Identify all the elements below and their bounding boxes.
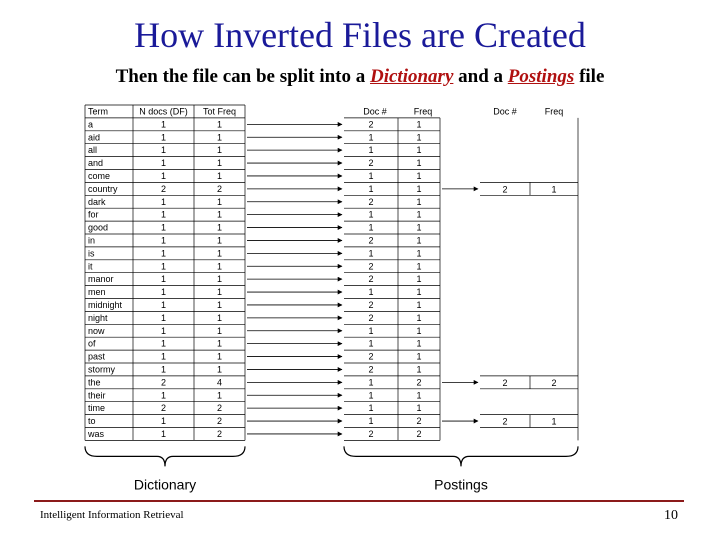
dictionary-df: 1 [160, 209, 167, 220]
dictionary-df: 1 [160, 274, 167, 285]
subtitle-text-1: Then the file can be split into a [115, 66, 370, 87]
dictionary-tot-freq: 1 [216, 274, 223, 285]
dictionary-df: 1 [160, 145, 167, 156]
dictionary-df: 1 [160, 119, 167, 130]
postings-doc-number: 1 [368, 145, 374, 156]
postings-doc-number: 1 [368, 209, 374, 220]
postings-freq: 1 [416, 364, 422, 375]
dictionary-term: of [88, 338, 96, 349]
dictionary-tot-freq: 4 [216, 377, 223, 388]
dictionary-tot-freq: 1 [216, 222, 223, 233]
postings-doc-number: 2 [368, 429, 374, 439]
dictionary-tot-freq: 1 [216, 287, 223, 298]
dictionary-df: 1 [160, 171, 167, 181]
dictionary-df: 1 [160, 390, 167, 401]
postings-doc-number: 1 [368, 325, 374, 336]
extra-postings-header-doc: Doc # [493, 106, 517, 117]
dictionary-term: it [88, 261, 93, 272]
dictionary-df: 2 [160, 377, 167, 388]
postings-freq: 1 [416, 145, 422, 156]
postings-freq: 2 [416, 416, 422, 427]
dictionary-tot-freq: 1 [216, 209, 223, 220]
postings-freq: 1 [416, 158, 422, 169]
dictionary-df: 1 [160, 416, 167, 427]
dictionary-tot-freq: 1 [216, 248, 223, 259]
postings-doc-number: 1 [368, 171, 374, 181]
postings-doc-number: 1 [368, 390, 374, 401]
dictionary-df: 1 [160, 158, 167, 169]
footer-course-name: Intelligent Information Retrieval [40, 509, 184, 521]
dictionary-tot-freq: 1 [216, 390, 223, 401]
extra-postings-freq: 2 [551, 377, 557, 388]
postings-doc-number: 1 [368, 338, 374, 349]
subtitle-text-3: file [574, 66, 605, 87]
dictionary-df: 1 [160, 261, 167, 272]
extra-postings-freq: 1 [551, 416, 557, 427]
dictionary-term: midnight [88, 300, 123, 310]
dictionary-df: 2 [160, 403, 167, 414]
postings-doc-number: 1 [368, 132, 374, 143]
dictionary-term: in [88, 235, 96, 246]
postings-doc-number: 2 [368, 300, 374, 310]
postings-freq: 1 [416, 119, 422, 130]
dictionary-df: 1 [160, 132, 167, 143]
postings-freq: 1 [416, 261, 422, 272]
postings-doc-number: 2 [368, 119, 374, 130]
postings-doc-number: 2 [368, 158, 374, 169]
postings-freq: 1 [416, 274, 422, 285]
postings-freq: 1 [416, 209, 422, 220]
extra-postings-doc-number: 2 [502, 416, 508, 427]
extra-postings-freq: 1 [551, 184, 557, 195]
postings-doc-number: 2 [368, 196, 374, 207]
postings-freq: 1 [416, 248, 422, 259]
postings-doc-number: 2 [368, 351, 374, 362]
postings-freq: 1 [416, 300, 422, 310]
postings-freq: 1 [416, 171, 422, 181]
dictionary-term: country [88, 183, 118, 194]
dictionary-tot-freq: 1 [216, 351, 223, 362]
dictionary-term: a [88, 119, 94, 130]
extra-postings-doc-number: 2 [502, 377, 508, 388]
dictionary-tot-freq: 1 [216, 312, 223, 323]
extra-postings-header-freq: Freq [544, 106, 564, 117]
dictionary-header-term: Term [88, 106, 108, 117]
dictionary-header-freq: Tot Freq [202, 106, 237, 117]
postings-freq: 1 [416, 222, 422, 233]
postings-doc-number: 1 [368, 287, 374, 298]
postings-freq: 1 [416, 390, 422, 401]
dictionary-df: 2 [160, 183, 167, 194]
postings-header-doc: Doc # [363, 106, 387, 117]
dictionary-tot-freq: 1 [216, 171, 223, 181]
postings-label: Postings [434, 476, 488, 493]
dictionary-tot-freq: 1 [216, 119, 223, 130]
dictionary-tot-freq: 1 [216, 325, 223, 336]
postings-brace [344, 446, 578, 466]
dictionary-term: manor [88, 274, 114, 285]
postings-freq: 2 [416, 377, 422, 388]
dictionary-term: the [88, 377, 101, 388]
postings-doc-number: 1 [368, 248, 374, 259]
postings-freq: 1 [416, 325, 422, 336]
dictionary-df: 1 [160, 300, 167, 310]
extra-postings-doc-number: 2 [502, 184, 508, 195]
dictionary-df: 1 [160, 248, 167, 259]
dictionary-df: 1 [160, 325, 167, 336]
dictionary-df: 1 [160, 351, 167, 362]
dictionary-df: 1 [160, 196, 167, 207]
dictionary-tot-freq: 1 [216, 261, 223, 272]
dictionary-tot-freq: 1 [216, 145, 223, 156]
dictionary-tot-freq: 1 [216, 196, 223, 207]
page-number: 10 [664, 508, 678, 523]
dictionary-tot-freq: 1 [216, 158, 223, 169]
dictionary-term: stormy [88, 364, 115, 375]
subtitle-text-2: and a [453, 66, 508, 87]
dictionary-tot-freq: 2 [216, 403, 223, 414]
dictionary-term: for [88, 209, 99, 220]
dictionary-tot-freq: 1 [216, 364, 223, 375]
postings-freq: 1 [416, 132, 422, 143]
dictionary-header-df: N docs (DF) [139, 106, 188, 117]
dictionary-df: 1 [160, 364, 167, 375]
postings-freq: 1 [416, 338, 422, 349]
dictionary-df: 1 [160, 287, 167, 298]
postings-doc-number: 1 [368, 222, 374, 233]
slide-title: How Inverted Files are Created [134, 15, 586, 55]
dictionary-term: now [88, 325, 105, 336]
dictionary-term: aid [88, 132, 101, 143]
postings-doc-number: 1 [368, 377, 374, 388]
dictionary-term: night [88, 312, 108, 323]
dictionary-tot-freq: 2 [216, 429, 223, 439]
dictionary-term: their [88, 390, 106, 401]
postings-doc-number: 1 [368, 403, 374, 414]
postings-freq: 1 [416, 287, 422, 298]
postings-freq: 1 [416, 403, 422, 414]
dictionary-tot-freq: 1 [216, 235, 223, 246]
postings-header-freq: Freq [413, 106, 433, 117]
subtitle-dictionary-term: Dictionary [370, 66, 454, 87]
dictionary-term: come [88, 171, 111, 181]
postings-doc-number: 1 [368, 416, 374, 427]
postings-freq: 1 [416, 183, 422, 194]
dictionary-df: 1 [160, 338, 167, 349]
dictionary-term: and [88, 158, 104, 169]
dictionary-tot-freq: 1 [216, 338, 223, 349]
postings-doc-number: 2 [368, 364, 374, 375]
dictionary-term: was [88, 429, 105, 439]
dictionary-tot-freq: 2 [216, 416, 223, 427]
dictionary-term: to [88, 416, 96, 427]
dictionary-label: Dictionary [133, 476, 197, 493]
dictionary-term: dark [88, 196, 106, 207]
dictionary-term: good [88, 222, 109, 233]
dictionary-term: men [88, 287, 106, 298]
footer-rule [34, 500, 684, 502]
dictionary-term: time [88, 403, 106, 414]
postings-doc-number: 2 [368, 235, 374, 246]
postings-doc-number: 1 [368, 183, 374, 194]
dictionary-brace [85, 446, 245, 466]
dictionary-df: 1 [160, 429, 167, 439]
dictionary-term: all [88, 145, 98, 156]
dictionary-term: is [88, 248, 95, 259]
postings-freq: 1 [416, 235, 422, 246]
dictionary-df: 1 [160, 235, 167, 246]
dictionary-df: 1 [160, 222, 167, 233]
postings-freq: 1 [416, 312, 422, 323]
dictionary-df: 1 [160, 312, 167, 323]
postings-doc-number: 2 [368, 261, 374, 272]
dictionary-term: past [88, 351, 106, 362]
postings-doc-number: 2 [368, 274, 374, 285]
postings-freq: 1 [416, 351, 422, 362]
dictionary-tot-freq: 1 [216, 132, 223, 143]
postings-doc-number: 2 [368, 312, 374, 323]
dictionary-tot-freq: 2 [216, 183, 223, 194]
postings-freq: 2 [416, 429, 422, 439]
subtitle-postings-term: Postings [507, 66, 575, 87]
postings-freq: 1 [416, 196, 422, 207]
dictionary-tot-freq: 1 [216, 300, 223, 310]
